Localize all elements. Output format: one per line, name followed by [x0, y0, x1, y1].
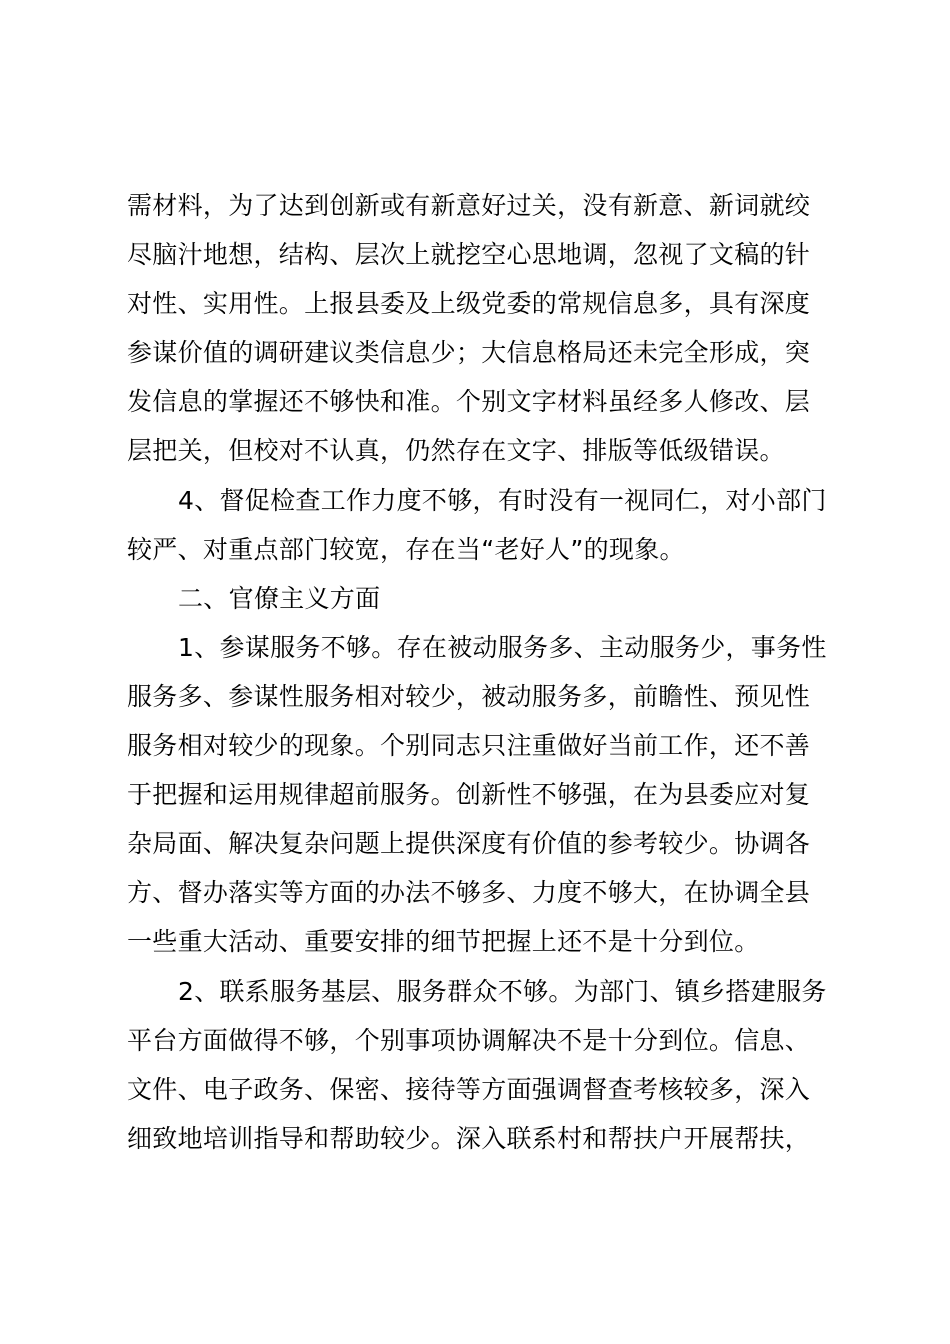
text-line: 发信息的掌握还不够快和准。个别文字材料虽经多人修改、层: [127, 387, 811, 417]
text-line: 平台方面做得不够，个别事项协调解决不是十分到位。信息、: [127, 1025, 811, 1055]
text-line: 需材料，为了达到创新或有新意好过关，没有新意、新词就绞: [127, 191, 811, 220]
paragraph-start-line: 4、督促检查工作力度不够，有时没有一视同仁，对小部门: [178, 485, 827, 515]
section-heading: 二、官僚主义方面: [178, 583, 381, 613]
text-line: 层把关，但校对不认真，仍然存在文字、排版等低级错误。: [127, 436, 785, 466]
text-line: 对性、实用性。上报县委及上级党委的常规信息多，具有深度: [127, 289, 811, 319]
body-text: [127, 181, 833, 1163]
paragraph-start-line: 2、联系服务基层、服务群众不够。为部门、镇乡搭建服务: [178, 976, 827, 1006]
text-line: 服务多、参谋性服务相对较少，被动服务多，前瞻性、预见性: [127, 681, 811, 711]
text-line: 服务相对较少的现象。个别同志只注重做好当前工作，还不善: [127, 731, 811, 761]
text-line: 文件、电子政务、保密、接待等方面强调督查考核较多，深入: [127, 1074, 811, 1104]
text-line: 尽脑汁地想，结构、层次上就挖空心思地调，忽视了文稿的针: [127, 240, 811, 270]
paragraph-start-line: 1、参谋服务不够。存在被动服务多、主动服务少，事务性: [178, 632, 827, 662]
text-line: 细致地培训指导和帮助较少。深入联系村和帮扶户开展帮扶，: [127, 1123, 811, 1153]
text-line: 方、督办落实等方面的办法不够多、力度不够大，在协调全县: [127, 878, 811, 908]
text-line: 较严、对重点部门较宽，存在当“老好人”的现象。: [127, 534, 685, 564]
text-line: 参谋价值的调研建议类信息少；大信息格局还未完全形成，突: [127, 338, 811, 368]
text-line: 于把握和运用规律超前服务。创新性不够强，在为县委应对复: [127, 780, 811, 810]
text-line: 一些重大活动、重要安排的细节把握上还不是十分到位。: [127, 927, 760, 957]
text-line: 杂局面、解决复杂问题上提供深度有价值的参考较少。协调各: [127, 829, 811, 859]
